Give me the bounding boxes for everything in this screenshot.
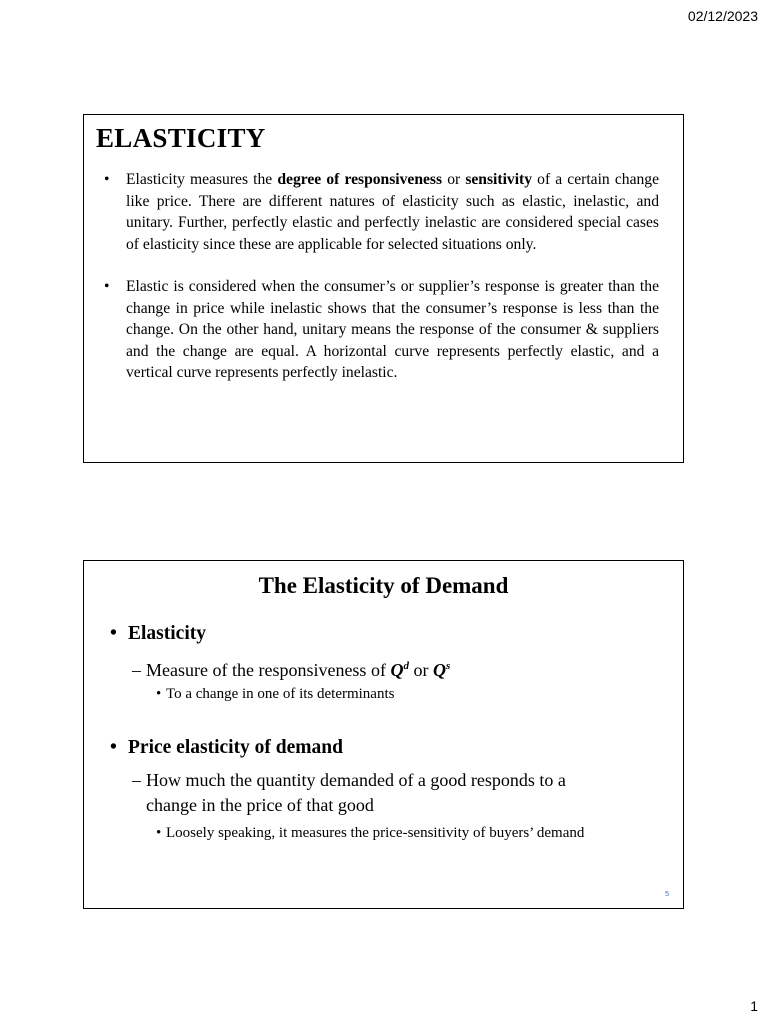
superscript-d: d	[403, 660, 409, 672]
slide-title: The Elasticity of Demand	[258, 573, 509, 598]
bullet-item-elastic-vs-inelastic	[104, 276, 659, 384]
sub-sub-bullet-determinants	[156, 686, 394, 703]
bullet-item-definition	[104, 169, 659, 255]
bullet-icon: •	[104, 278, 110, 295]
sub-sub-bullet-text: Loosely speaking, it measures the price-sensitivity of buyers’ demand	[166, 825, 585, 841]
dash-icon: –	[132, 660, 141, 680]
bold-term-sensitivity: sensitivity	[465, 171, 533, 188]
sub-bullet-how-much	[132, 768, 566, 818]
sub-sub-bullet-text: To a change in one of its determinants	[166, 686, 395, 702]
bullet-text: of a certain change like price. There are different natures of elasticity such as elastic, inelastic, and unitary. Further, perfectly elastic and perfectly inelastic are considered special cases of elasticity since these are applicable for selected situations only.	[126, 171, 660, 253]
print-date: 02/12/2023	[687, 8, 758, 24]
dash-icon: –	[132, 770, 141, 790]
slide-elasticity	[83, 114, 684, 463]
bullet-list	[104, 169, 659, 405]
sub-bullet-text-line1: How much the quantity demanded of a good responds to a	[146, 770, 566, 790]
bullet-heading-price-elasticity	[110, 737, 343, 759]
slide-title: ELASTICITY	[96, 123, 266, 153]
bullet-icon: •	[104, 171, 110, 188]
bullet-heading-text: Elasticity	[128, 623, 206, 644]
superscript-s: s	[445, 660, 451, 672]
sub-bullet-text: Measure of the responsiveness of	[146, 660, 391, 680]
bullet-icon: •	[156, 686, 162, 702]
quantity-demanded-symbol: Q	[390, 660, 404, 680]
bullet-text: or	[442, 171, 466, 188]
bullet-icon: •	[110, 623, 117, 644]
bullet-heading-elasticity	[110, 623, 206, 645]
or-text: or	[408, 660, 433, 680]
bullet-text: Elastic is considered when the consumer’s or supplier’s response is greater than the change in price while inelastic shows that the consumer’s response is less than the change. On the other hand, unitary means the response of the consumer & suppliers and the change are equal. A horizontal curve represents perfectly elastic, and a vertical curve represents perfectly inelastic.	[126, 278, 659, 381]
sub-sub-bullet-loosely-speaking	[156, 825, 584, 842]
bullet-text: Elasticity measures the	[126, 171, 278, 188]
sub-bullet-text-line2: change in the price of that good	[146, 795, 374, 815]
bold-term-degree: degree of responsiveness	[277, 171, 443, 188]
slide-number: 5	[665, 891, 669, 898]
slide-elasticity-of-demand	[83, 560, 684, 909]
bullet-icon: •	[156, 825, 162, 841]
page-number: 1	[750, 998, 758, 1014]
bullet-heading-text: Price elasticity of demand	[128, 737, 343, 758]
quantity-supplied-symbol: Q	[432, 660, 446, 680]
bullet-icon: •	[110, 737, 117, 758]
sub-bullet-measure	[132, 654, 450, 683]
